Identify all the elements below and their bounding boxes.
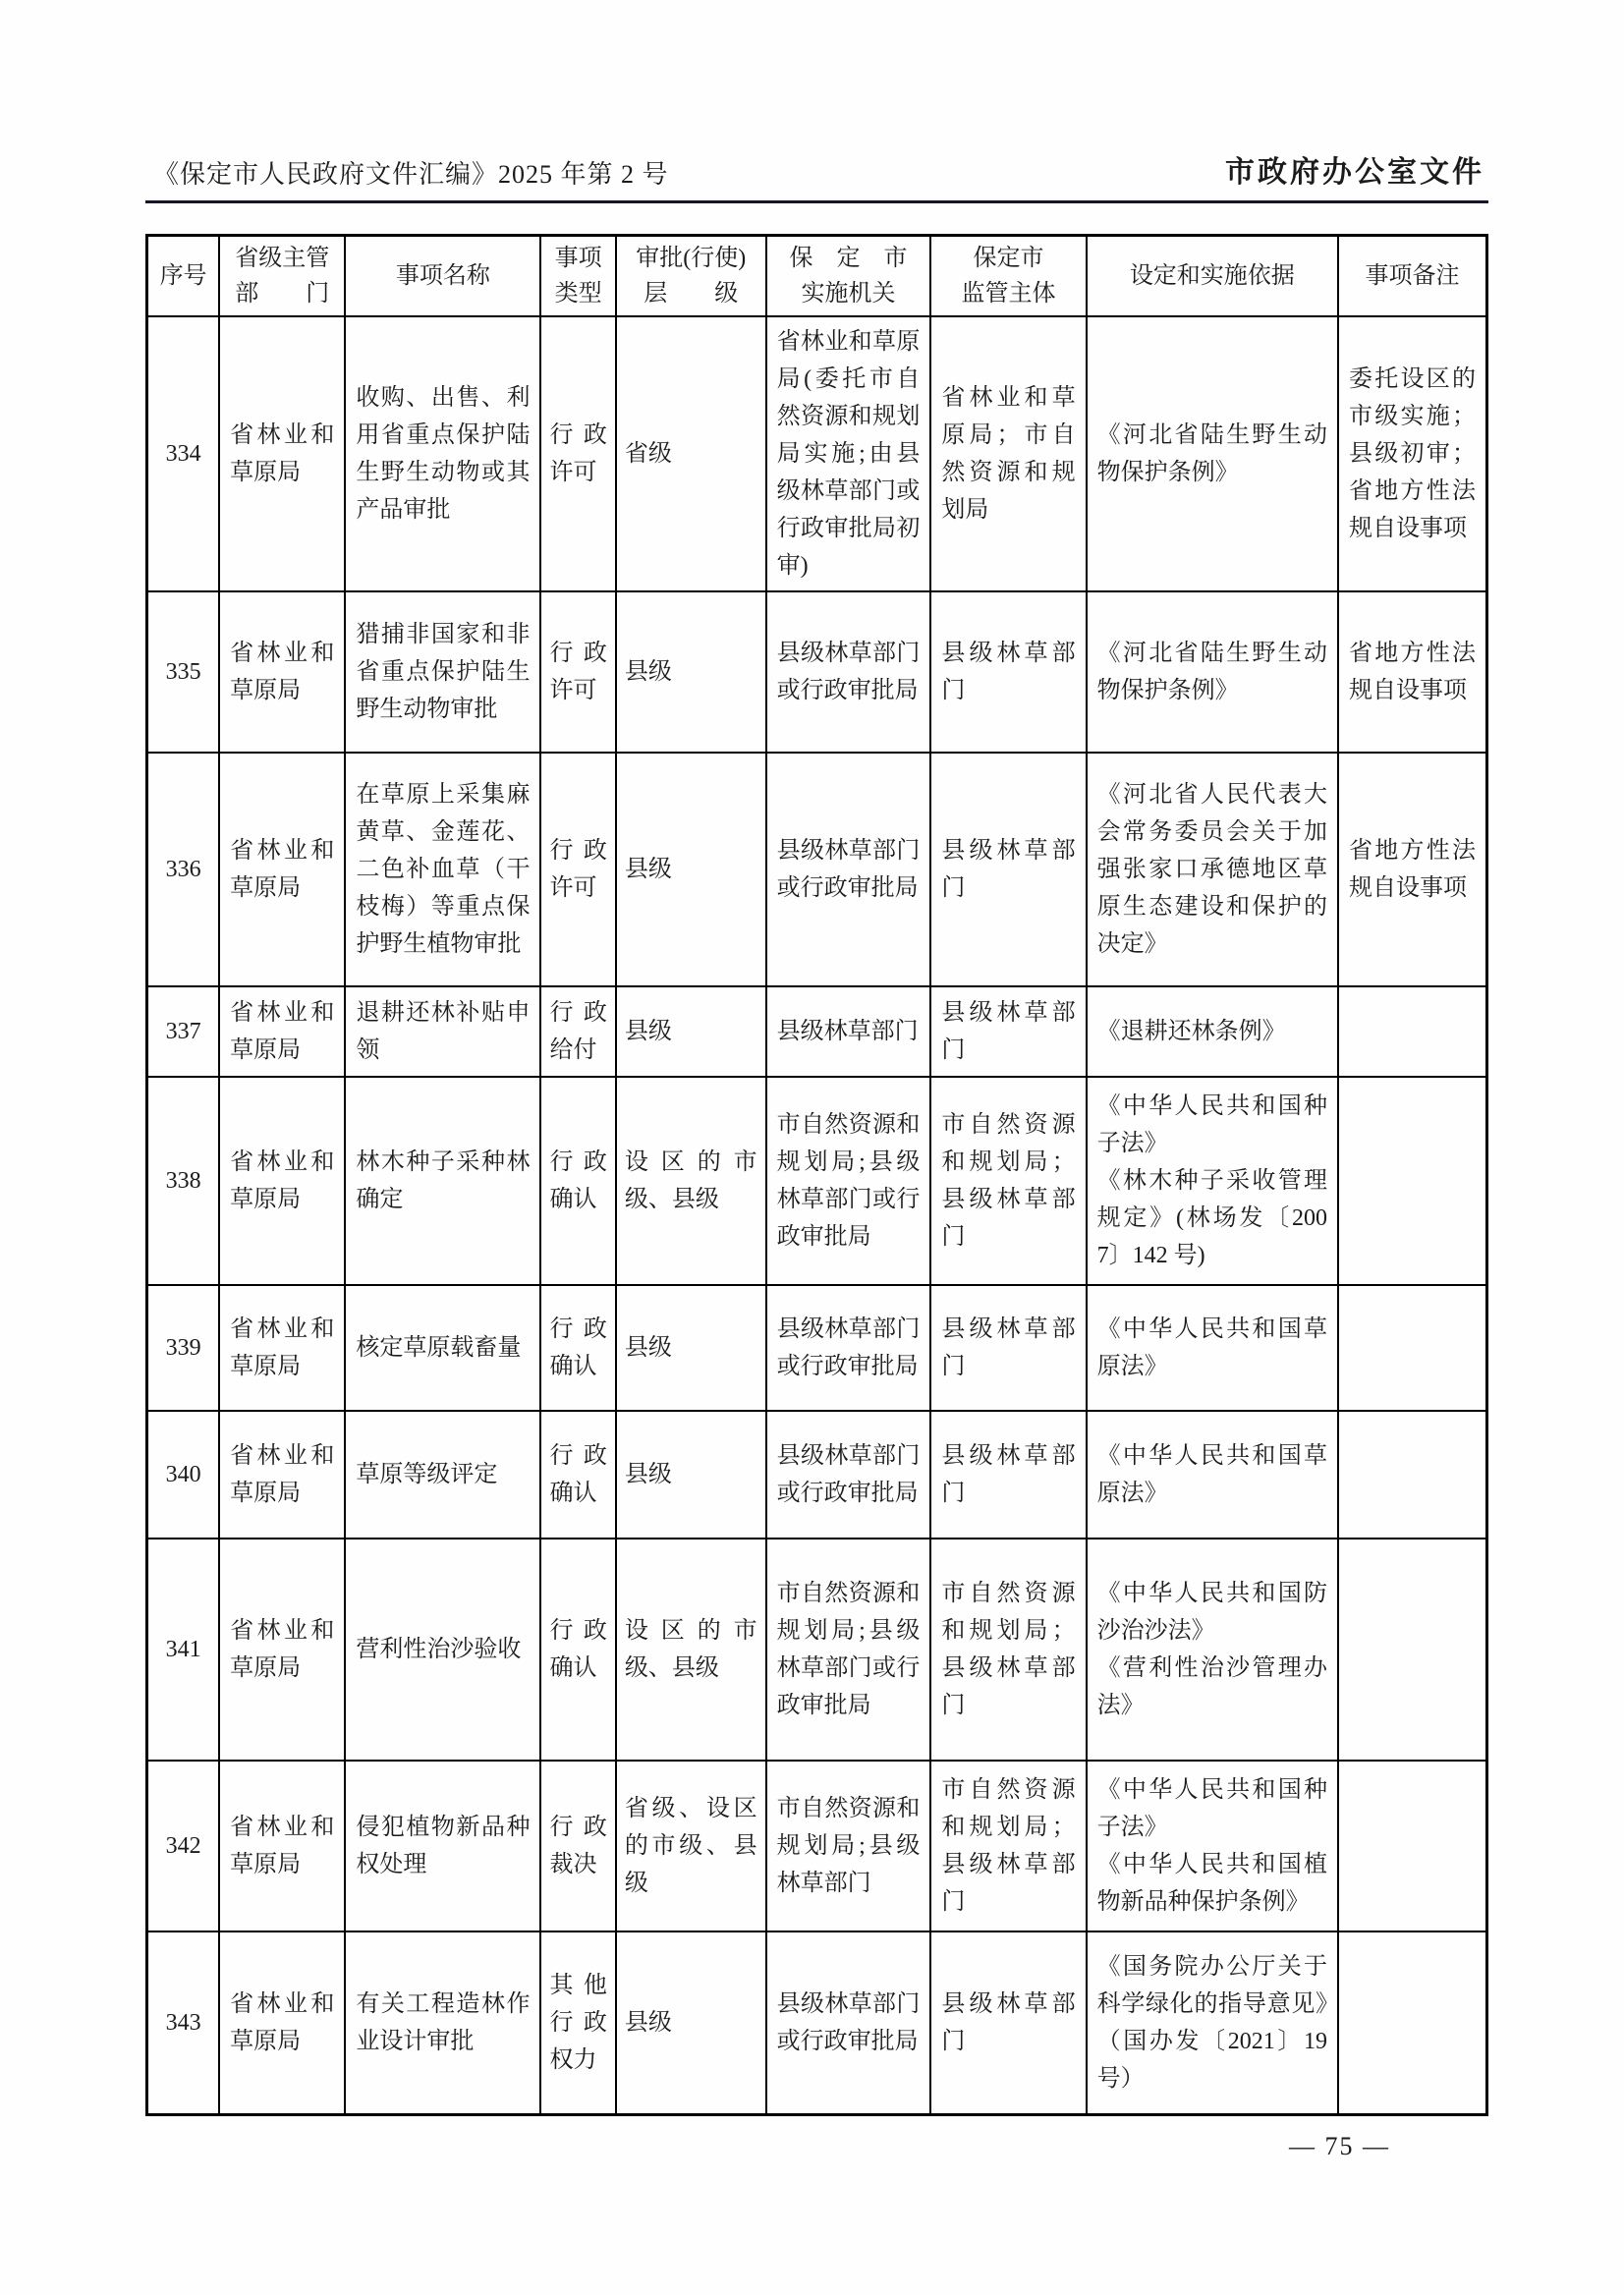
cell-num: 339: [147, 1285, 220, 1411]
cell-remark: [1338, 1411, 1486, 1539]
cell-type: 行政许可: [540, 316, 615, 591]
cell-dept: 省林业和草原局: [219, 753, 345, 986]
cell-name: 有关工程造林作业设计审批: [345, 1931, 540, 2114]
cell-name: 草原等级评定: [345, 1411, 540, 1539]
cell-type: 行政给付: [540, 986, 615, 1077]
cell-remark: 省地方性法规自设事项: [1338, 753, 1486, 986]
cell-implementer: 市自然资源和规划局;县级林草部门或行政审批局: [766, 1539, 931, 1761]
cell-supervisor: 县级林草部门: [930, 1285, 1086, 1411]
cell-name: 猎捕非国家和非省重点保护陆生野生动物审批: [345, 591, 540, 753]
cell-name: 收购、出售、利用省重点保护陆生野生动物或其产品审批: [345, 316, 540, 591]
cell-level: 省级: [616, 316, 766, 591]
cell-supervisor: 县级林草部门: [930, 753, 1086, 986]
cell-implementer: 市自然资源和规划局;县级林草部门: [766, 1761, 931, 1931]
col-header-num: 序号: [147, 236, 220, 317]
legal-basis-item: 《中华人民共和国种子法》: [1096, 1093, 1328, 1156]
cell-dept: 省林业和草原局: [219, 316, 345, 591]
cell-supervisor: 县级林草部门: [930, 591, 1086, 753]
col-header-dept: 省级主管 部 门: [219, 236, 345, 317]
legal-basis-item: 《营利性治沙管理办法》: [1096, 1655, 1328, 1718]
cell-num: 335: [147, 591, 220, 753]
cell-level: 县级: [616, 1411, 766, 1539]
legal-basis-item: 《河北省陆生野生动物保护条例》: [1096, 422, 1328, 485]
cell-name: 在草原上采集麻黄草、金莲花、二色补血草（干枝梅）等重点保护野生植物审批: [345, 753, 540, 986]
cell-num: 336: [147, 753, 220, 986]
cell-implementer: 县级林草部门或行政审批局: [766, 1285, 931, 1411]
cell-supervisor: 县级林草部门: [930, 986, 1086, 1077]
table-row: [147, 1761, 1487, 1931]
cell-basis: [1087, 1411, 1338, 1539]
cell-dept: 省林业和草原局: [219, 1411, 345, 1539]
table-row: [147, 753, 1487, 986]
cell-remark: [1338, 1285, 1486, 1411]
table-body: [147, 316, 1487, 2114]
cell-level: 县级: [616, 1285, 766, 1411]
cell-supervisor: 市自然资源和规划局；县级林草部门: [930, 1539, 1086, 1761]
table-row: [147, 986, 1487, 1077]
cell-implementer: 市自然资源和规划局;县级林草部门或行政审批局: [766, 1077, 931, 1285]
cell-supervisor: 省林业和草原局；市自然资源和规划局: [930, 316, 1086, 591]
cell-implementer: 县级林草部门或行政审批局: [766, 591, 931, 753]
header-row: [147, 236, 1487, 317]
legal-basis-item: 《河北省人民代表大会常务委员会关于加强张家口承德地区草原生态建设和保护的决定》: [1096, 782, 1328, 957]
table-row: [147, 1539, 1487, 1761]
cell-remark: [1338, 1931, 1486, 2114]
table-row: [147, 1077, 1487, 1285]
cell-remark: [1338, 986, 1486, 1077]
cell-dept: 省林业和草原局: [219, 1761, 345, 1931]
cell-dept: 省林业和草原局: [219, 1931, 345, 2114]
cell-supervisor: 市自然资源和规划局；县级林草部门: [930, 1077, 1086, 1285]
col-header-name: 事项名称: [345, 236, 540, 317]
table-row: [147, 1411, 1487, 1539]
cell-dept: 省林业和草原局: [219, 1285, 345, 1411]
cell-implementer: 县级林草部门或行政审批局: [766, 753, 931, 986]
cell-level: 县级: [616, 1931, 766, 2114]
cell-level: 设区的市级、县级: [616, 1077, 766, 1285]
cell-basis: [1087, 316, 1338, 591]
cell-type: 行政裁决: [540, 1761, 615, 1931]
cell-type: 其他行政权力: [540, 1931, 615, 2114]
legal-basis-item: 《中华人民共和国防沙治沙法》: [1096, 1581, 1328, 1644]
cell-type: 行政确认: [540, 1539, 615, 1761]
cell-dept: 省林业和草原局: [219, 986, 345, 1077]
cell-basis: [1087, 1539, 1338, 1761]
cell-type: 行政确认: [540, 1411, 615, 1539]
cell-num: 342: [147, 1761, 220, 1931]
cell-num: 343: [147, 1931, 220, 2114]
cell-supervisor: 县级林草部门: [930, 1931, 1086, 2114]
legal-basis-item: 《退耕还林条例》: [1096, 1019, 1286, 1044]
table-row: [147, 316, 1487, 591]
table-row: [147, 1285, 1487, 1411]
cell-basis: [1087, 1077, 1338, 1285]
col-header-basis: 设定和实施依据: [1087, 236, 1338, 317]
cell-type: 行政许可: [540, 753, 615, 986]
cell-dept: 省林业和草原局: [219, 1077, 345, 1285]
cell-level: 设区的市级、县级: [616, 1539, 766, 1761]
cell-implementer: 县级林草部门或行政审批局: [766, 1411, 931, 1539]
col-header-type: 事项 类型: [540, 236, 615, 317]
page-number: — 75 —: [1289, 2131, 1390, 2160]
col-header-remark: 事项备注: [1338, 236, 1486, 317]
legal-basis-item: 《河北省陆生野生动物保护条例》: [1096, 641, 1328, 703]
cell-implementer: 省林业和草原局(委托市自然资源和规划局实施;由县级林草部门或行政审批局初审): [766, 316, 931, 591]
cell-basis: [1087, 591, 1338, 753]
cell-num: 334: [147, 316, 220, 591]
legal-basis-item: 《中华人民共和国草原法》: [1096, 1316, 1328, 1379]
table-row: [147, 1931, 1487, 2114]
cell-level: 县级: [616, 591, 766, 753]
legal-basis-item: 《中华人民共和国种子法》: [1096, 1777, 1328, 1840]
page-header: [145, 147, 1488, 203]
cell-level: 省级、设区的市级、县级: [616, 1761, 766, 1931]
legal-basis-item: 《林木种子采收管理规定》(林场发〔2007〕142 号): [1096, 1168, 1328, 1268]
cell-remark: [1338, 1077, 1486, 1285]
cell-name: 核定草原载畜量: [345, 1285, 540, 1411]
cell-supervisor: 县级林草部门: [930, 1411, 1086, 1539]
cell-dept: 省林业和草原局: [219, 591, 345, 753]
page-content: [145, 147, 1488, 2161]
cell-level: 县级: [616, 986, 766, 1077]
cell-basis: [1087, 1931, 1338, 2114]
cell-num: 338: [147, 1077, 220, 1285]
cell-name: 退耕还林补贴申领: [345, 986, 540, 1077]
cell-name: 林木种子采种林确定: [345, 1077, 540, 1285]
cell-dept: 省林业和草原局: [219, 1539, 345, 1761]
cell-remark: 委托设区的市级实施；县级初审；省地方性法规自设事项: [1338, 316, 1486, 591]
cell-name: 侵犯植物新品种权处理: [345, 1761, 540, 1931]
cell-remark: [1338, 1539, 1486, 1761]
cell-remark: 省地方性法规自设事项: [1338, 591, 1486, 753]
cell-supervisor: 市自然资源和规划局；县级林草部门: [930, 1761, 1086, 1931]
cell-basis: [1087, 986, 1338, 1077]
cell-remark: [1338, 1761, 1486, 1931]
approval-items-table: [145, 234, 1488, 2116]
cell-num: 337: [147, 986, 220, 1077]
cell-basis: [1087, 1285, 1338, 1411]
cell-type: 行政确认: [540, 1285, 615, 1411]
document-category-label: 市政府办公室文件: [1225, 156, 1484, 189]
col-header-implementer: 保 定 市 实施机关: [766, 236, 931, 317]
cell-num: 340: [147, 1411, 220, 1539]
table-header: [147, 236, 1487, 317]
cell-type: 行政许可: [540, 591, 615, 753]
cell-implementer: 县级林草部门或行政审批局: [766, 1931, 931, 2114]
legal-basis-item: 《国务院办公厅关于科学绿化的指导意见》（国办发〔2021〕19 号）: [1096, 1953, 1328, 2092]
cell-implementer: 县级林草部门: [766, 986, 931, 1077]
legal-basis-item: 《中华人民共和国植物新品种保护条例》: [1096, 1852, 1328, 1915]
table-row: [147, 591, 1487, 753]
compilation-title: 《保定市人民政府文件汇编》2025 年第 2 号: [153, 160, 669, 189]
cell-basis: [1087, 753, 1338, 986]
col-header-supervisor: 保定市 监管主体: [930, 236, 1086, 317]
cell-num: 341: [147, 1539, 220, 1761]
legal-basis-item: 《中华人民共和国草原法》: [1096, 1443, 1328, 1506]
col-header-level: 审批(行使) 层 级: [616, 236, 766, 317]
cell-name: 营利性治沙验收: [345, 1539, 540, 1761]
cell-basis: [1087, 1761, 1338, 1931]
cell-type: 行政确认: [540, 1077, 615, 1285]
cell-level: 县级: [616, 753, 766, 986]
